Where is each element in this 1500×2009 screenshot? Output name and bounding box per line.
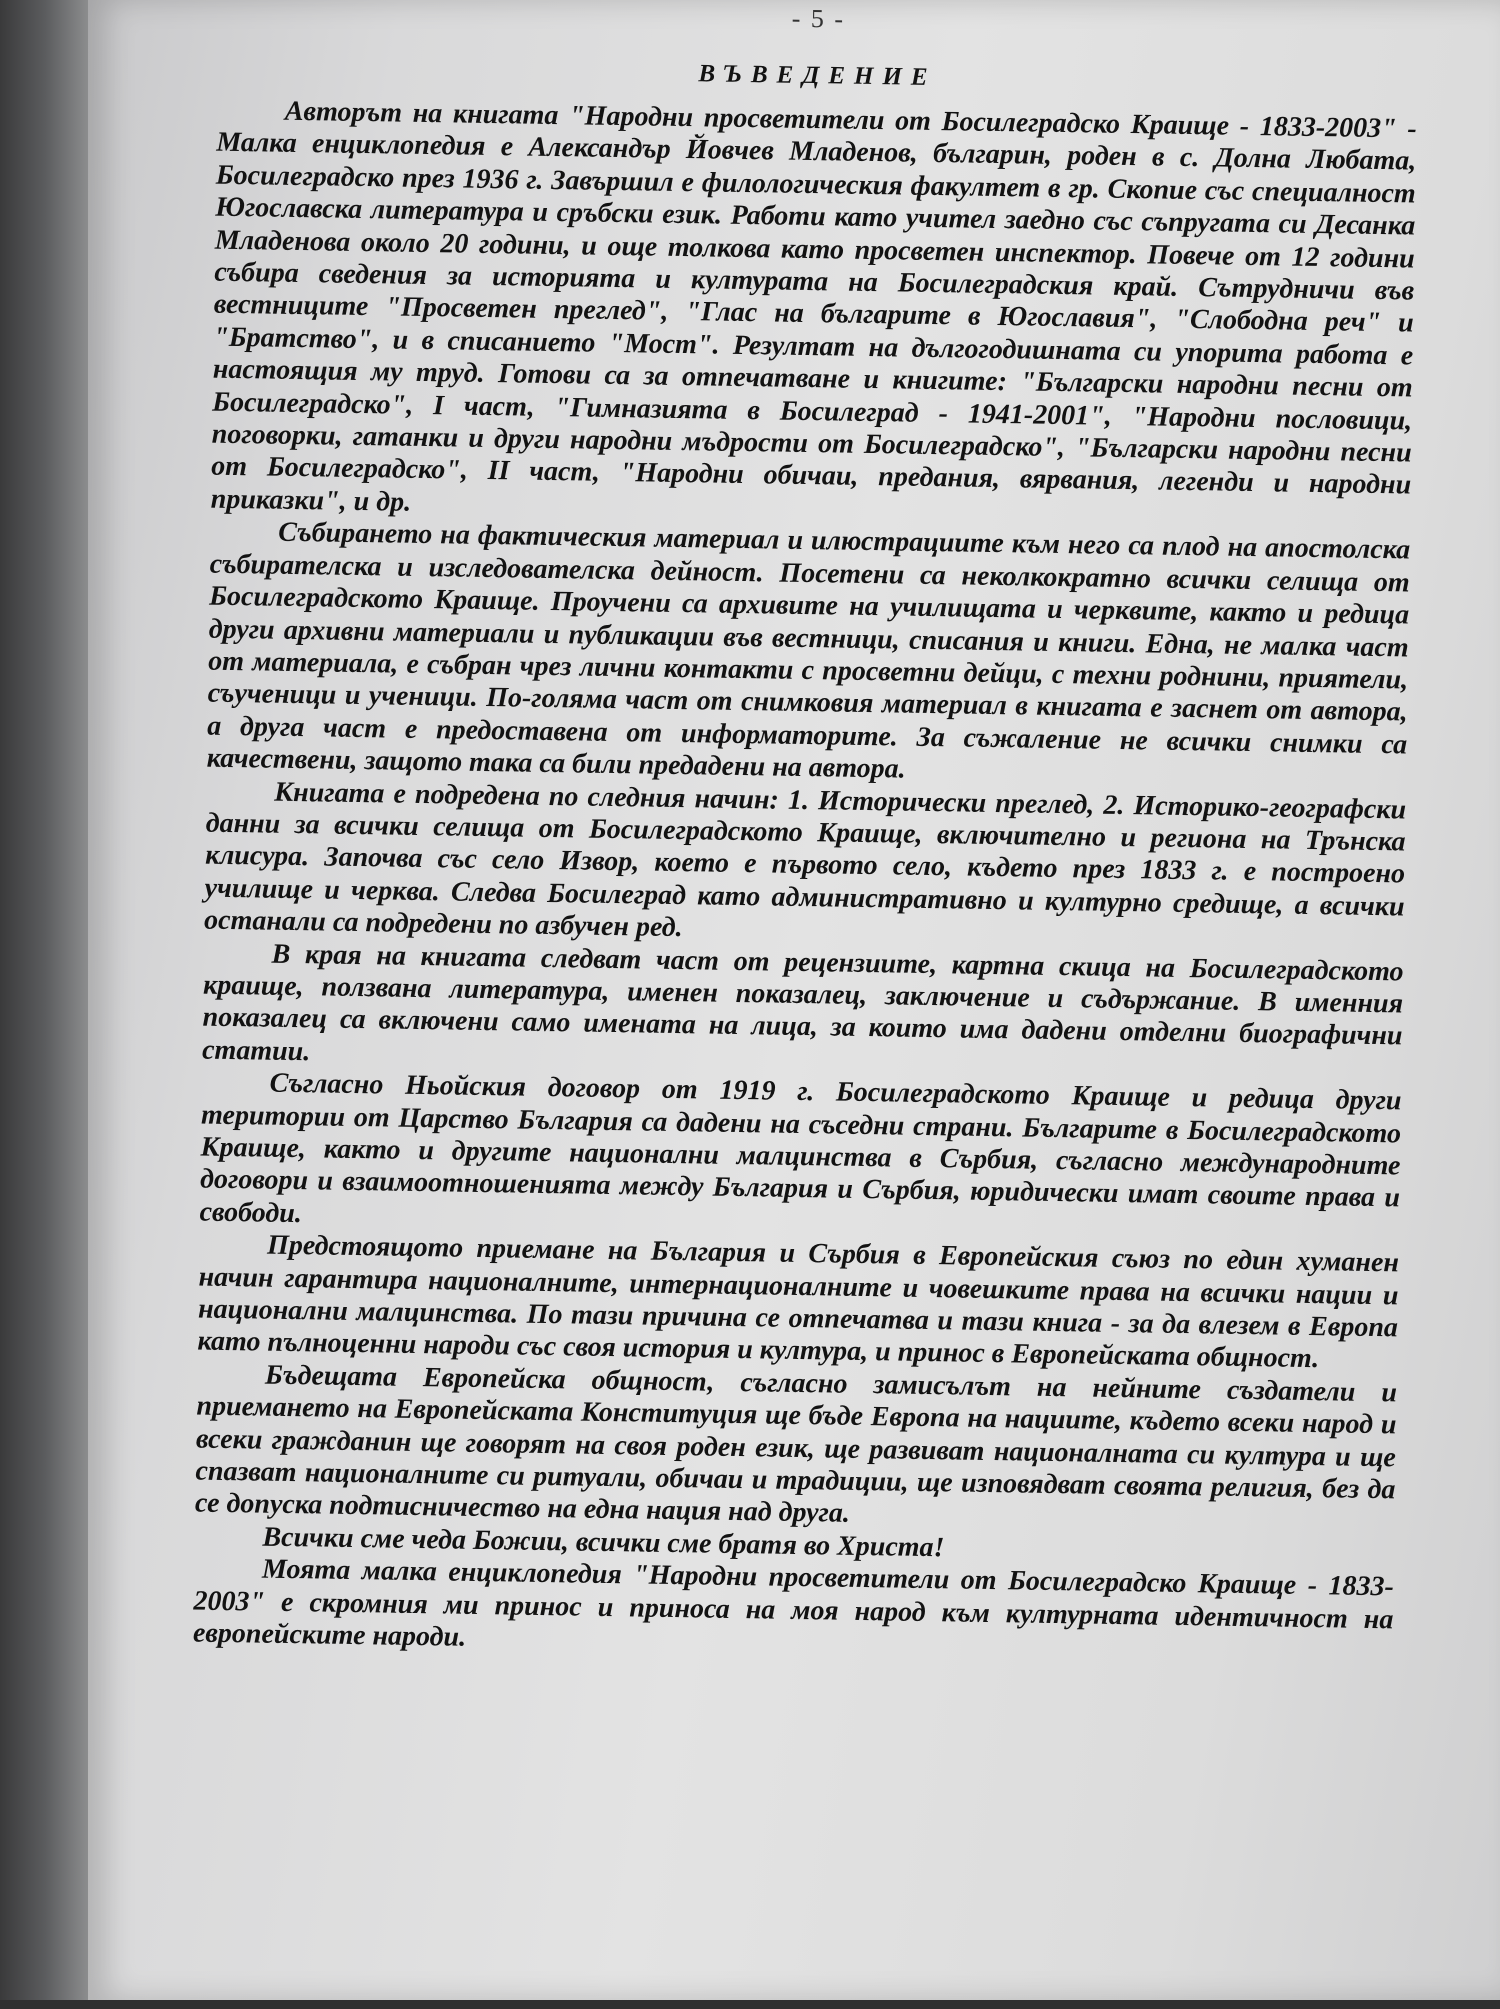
page-number: - 5 - — [791, 3, 846, 34]
adjacent-page-edge — [0, 0, 90, 2000]
paragraph-treaty: Съгласно Ньойския договор от 1919 г. Босилеградското Краище и редица други територии от Царство България са дадени на съседни страни. Българите в Босилеградското Краище, както и другите национални малцинства в Сърбия, съгласно международните договори и взаимоотношенията между България и Сърбия, юридически имат своите права и свободи. — [199, 1067, 1402, 1229]
paragraph-future: Бъдещата Европейска общност, съгласно замисълът на нейните създатели и приемането на Европейската Конституция ще бъде Европа на нациите, където всеки народ и всеки гражданин ще говорят на своя роден език, ще развиват националната си култура и ще спазват националните си ритуали, обичаи и традиции, ще изповядват своята религия, без да се допуска подтисничество на една нация над друга. — [194, 1359, 1398, 1530]
paragraph-structure: Книгата е подредена по следния начин: 1. Исторически преглед, 2. Историко-географски данни за всички селища от Босилеградското Краище, включително и региона на Трънска клисура. Започва със село Извор, което е първото село, където през 1833 г. е построено училище и черква. Следва Босилеград като административно и културно средище, а всички останали са подредени по азбучен ред. — [203, 776, 1407, 944]
book-page — [88, 0, 1500, 2000]
page-heading: ВЪВЕДЕНИЕ — [698, 60, 937, 91]
page-content — [187, 0, 1418, 2009]
paragraph-eu: Предстоящото приемане на България и Сърбия в Европейския съюз по един хуманен начин гарантира националните, интернационалните и човешките права на всички нации и национални малцинства. По тази причина се отпечатва и тази книга - за да влезем в Европа като пълноценни народи със своя история и култура, и принос в Европейската общност. — [197, 1229, 1400, 1375]
paragraph-material: Събирането на фактическия материал и илюстрациите към него са плод на апостолска събирателска и изследователска дейност. Посетени са неколкократно всички селища от Босилеградското Краище. Проучени са архивите на училищата и черквите, както и редица други архивни материали и публикации във вестници, списания и книги. Една, не малка част от материала, е събран чрез лични контакти с просветни дейци, с техни роднини, приятели, съученици и ученици. По-голяма част от снимковия материал в книгата е заснет от автора, а друга част е предоставена от информаторите. За съжаление не всички снимки са качествени, защото така са били предадени на автора. — [206, 516, 1411, 785]
paragraph-brothers: Всички сме чеда Божии, всички сме братя во Христа! — [262, 1521, 945, 1564]
paragraph-author: Авторът на книгата "Народни просветители от Босилеградско Краище - 1833-2003" - Малка енциклопедия е Александър Йовчев Младенов, българин, роден в с. Долна Любата, Босилеградско през 1936 г. Завършил е филологическия факултет в гр. Скопие със специалност Югославска литература и сръбски език. Работи като учител заедно със съпругата си Десанка Младенова около 20 години, и още толкова като просветен инспектор. Повече от 12 години събира сведения за историята и културата на Босилеградския край. Сътрудничи във вестниците "Просветен преглед", "Глас на българите в Югославия", "Слободна реч" и "Братство", и в списанието "Мост". Резултат на дългогодишната си упорита работа е настоящия му труд. Готови са за отпечатване и книгите: "Български народни песни от Босилеградско", I част, "Гимназията в Босилеград - 1941-2001", "Народни пословици, поговорки, гатанки и други народни мъдрости от Босилеградско", "Български народни песни от Босилеградско", II част, "Народни обичаи, предания, вярвания, легенди и народни приказки", и др. — [210, 95, 1417, 518]
page-body — [193, 95, 1417, 1669]
paragraph-appendix: В края на книгата следват част от рецензиите, картна скица на Босилеградското краище, ползвана литература, именен показалец, заключение и съдържание. В именния показалец са включени само имената на лица, за които има дадени отделни биографични статии. — [201, 938, 1404, 1068]
paragraph-closing: Моята малка енциклопедия "Народни просветители от Босилеградско Краище - 1833-2003" е скромния ми принос и приноса на моя народ към културната идентичност на европейските народи. — [192, 1553, 1395, 1653]
